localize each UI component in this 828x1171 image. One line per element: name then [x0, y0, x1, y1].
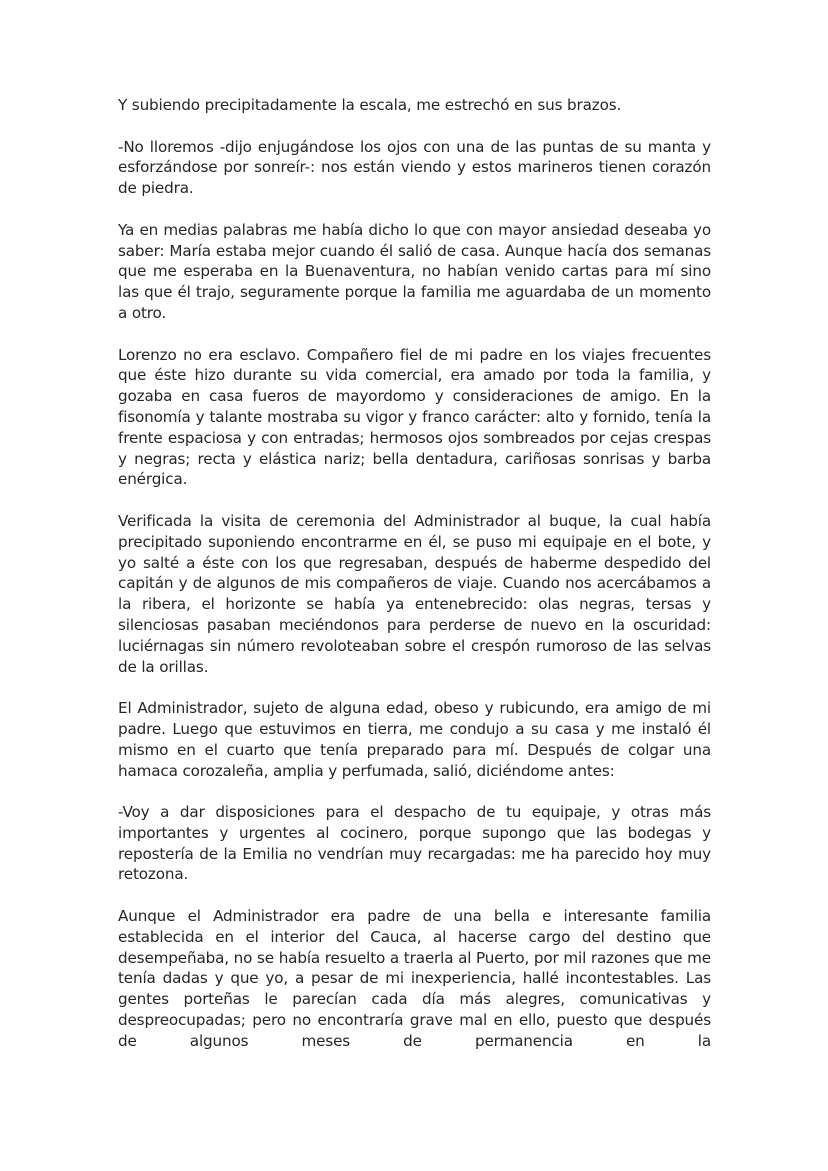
document-page [118, 95, 711, 1072]
paragraph-4: Lorenzo no era esclavo. Compañero fiel de mi padre en los viajes frecuentes que éste hizo durante su vida comercial, era amado por toda la familia, y gozaba en casa fueros de mayordomo y consideraciones de amigo. En la fisonomía y talante mostraba su vigor y franco carácter: alto y fornido, tenía la frente espaciosa y con entradas; hermosos ojos sombreados por cejas crespas y negras; recta y elástica nariz; bella dentadura, cariñosas sonrisas y barba enérgica. [118, 345, 711, 489]
paragraph-7: -Voy a dar disposiciones para el despacho de tu equipaje, y otras más importantes y urgentes al cocinero, porque supongo que las bodegas y repostería de la Emilia no vendrían muy recargadas: me ha parecido hoy muy retozona. [118, 803, 711, 884]
paragraph-3: Ya en medias palabras me había dicho lo que con mayor ansiedad deseaba yo saber: María estaba mejor cuando él salió de casa. Aunque hacía dos semanas que me esperaba en la Buenaventura, no habían venido cartas para mí sino las que él trajo, seguramente porque la familia me aguardaba de un momento a otro. [118, 220, 711, 322]
paragraph-6: El Administrador, sujeto de alguna edad, obeso y rubicundo, era amigo de mi padre. Luego que estuvimos en tierra, me condujo a su casa y me instaló él mismo en el cuarto que tenía preparado para mí. Después de colgar una hamaca corozaleña, amplia y perfumada, salió, diciéndome antes: [118, 699, 711, 780]
paragraph-2: -No lloremos -dijo enjugándose los ojos con una de las puntas de su manta y esforzándose por sonreír-: nos están viendo y estos marineros tienen corazón de piedra. [118, 137, 711, 198]
paragraph-5: Verificada la visita de ceremonia del Administrador al buque, la cual había precipitado suponiendo encontrarme en él, se puso mi equipaje en el bote, y yo salté a éste con los que regresaban, después de haberme despedido del capitán y de algunos de mis compañeros de viaje. Cuando nos acercábamos a la ribera, el horizonte se había ya entenebrecido: olas negras, tersas y silenciosas pasaban meciéndonos para perderse de nuevo en la oscuridad: luciérnagas sin número revoloteaban sobre el crespón rumoroso de las selvas de la orillas. [118, 511, 711, 676]
paragraph-8: Aunque el Administrador era padre de una bella e interesante familia establecida en el interior del Cauca, al hacerse cargo del destino que desempeñaba, no se había resuelto a traerla al Puerto, por mil razones que me tenía dadas y que yo, a pesar de mi inexperiencia, hallé incontestables. Las gentes porteñas le parecían cada día más alegres, comunicativas y despreocupadas; pero no encontraría grave mal en ello, puesto que después de algunos meses de permanencia en la [118, 907, 711, 1050]
paragraph-1: Y subiendo precipitadamente la escala, me estrechó en sus brazos. [118, 96, 622, 114]
